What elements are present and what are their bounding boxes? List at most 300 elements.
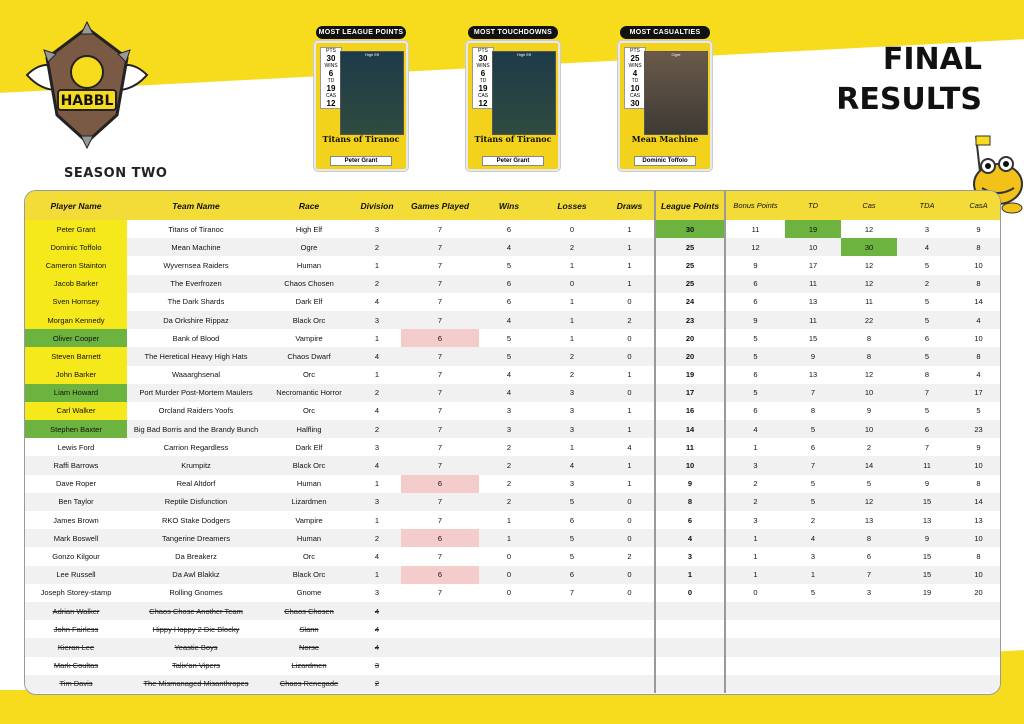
table-row xyxy=(25,456,1000,474)
cell-race: Gnome xyxy=(296,588,322,598)
cell-losses xyxy=(539,602,605,620)
stat-label: CAS xyxy=(325,93,337,99)
cell-casa: 23 xyxy=(957,420,1000,438)
cell-casa: 10 xyxy=(974,333,983,343)
cell-losses: 3 xyxy=(539,384,605,402)
cell-team-name: Big Bad Borris and the Brandy Bunch xyxy=(127,420,265,438)
cell-draws: 0 xyxy=(627,297,632,307)
cell-wins: 0 xyxy=(506,588,512,598)
cell-race: Human xyxy=(296,479,322,489)
final-results-heading xyxy=(836,40,982,120)
cell-games-played: 7 xyxy=(437,297,443,307)
cell-division: 1 xyxy=(374,479,380,489)
cell-wins: 6 xyxy=(506,224,512,234)
cell-player-name: John Barker xyxy=(25,366,127,384)
cell-bonus-points: 5 xyxy=(725,384,785,402)
cell-tda: 7 xyxy=(924,442,930,452)
table-header-row xyxy=(25,191,1000,220)
cell-wins: 2 xyxy=(506,479,512,489)
cell-tda: 5 xyxy=(924,260,930,270)
cell-wins: 2 xyxy=(479,493,539,511)
cell-games-played: 7 xyxy=(401,493,479,511)
cell-td: 13 xyxy=(808,370,818,380)
cell-tda: 19 xyxy=(922,588,932,598)
card-coach: Peter Grant xyxy=(330,156,392,166)
cell-casa: 9 xyxy=(976,224,981,234)
cell-bonus-points: 9 xyxy=(725,256,785,274)
cell-casa xyxy=(957,602,1000,620)
cell-wins: 1 xyxy=(506,515,512,525)
cell-draws: 0 xyxy=(627,588,632,598)
stat-label: PTS xyxy=(326,48,336,54)
cell-games-played xyxy=(401,620,479,638)
cell-td: 11 xyxy=(785,275,841,293)
cell-losses: 2 xyxy=(539,238,605,256)
cell-tda: 5 xyxy=(897,347,957,365)
cell-race: Black Orc xyxy=(265,566,353,584)
cell-team-name: Real Altdorf xyxy=(176,479,216,489)
cell-bonus-points xyxy=(725,638,785,656)
cell-casa: 20 xyxy=(974,588,983,598)
col-casa: CasA xyxy=(957,191,1000,220)
cell-losses: 6 xyxy=(569,515,575,525)
card-team: Titans of Tiranoc xyxy=(322,134,400,144)
cell-division: 3 xyxy=(374,588,380,598)
cell-cas: 6 xyxy=(866,551,872,561)
cell-games-played: 7 xyxy=(437,224,443,234)
cell-casa xyxy=(957,638,1000,656)
cell-league-points: 19 xyxy=(655,366,725,384)
table-row xyxy=(25,347,1000,365)
cell-division: 2 xyxy=(353,675,401,693)
cell-player-name: Stephen Baxter xyxy=(25,420,127,438)
cell-bonus-points: 2 xyxy=(725,475,785,493)
cell-team-name: Da Orkshire Rippaz xyxy=(127,311,265,329)
cell-draws: 1 xyxy=(605,238,655,256)
cell-games-played: 7 xyxy=(401,420,479,438)
cell-player-name: Carl Walker xyxy=(25,402,127,420)
cell-tda: 15 xyxy=(897,566,957,584)
cell-tda xyxy=(897,638,957,656)
cell-cas: 14 xyxy=(841,456,897,474)
cell-bonus-points: 12 xyxy=(725,238,785,256)
cell-tda: 11 xyxy=(897,456,957,474)
cell-cas: 8 xyxy=(841,529,897,547)
table-row xyxy=(25,238,1000,256)
cell-td: 4 xyxy=(785,529,841,547)
cell-player-name: Lewis Ford xyxy=(57,442,95,452)
stat-value: 30 xyxy=(478,54,488,63)
cell-games-played: 7 xyxy=(437,260,443,270)
cell-player-name: Steven Barnett xyxy=(25,347,127,365)
cell-team-name: Tangerine Dreamers xyxy=(127,529,265,547)
cell-division: 4 xyxy=(353,638,401,656)
cell-division: 4 xyxy=(374,551,380,561)
cell-league-points: 25 xyxy=(655,256,725,274)
cell-bonus-points xyxy=(725,675,785,693)
cell-casa: 9 xyxy=(976,442,981,452)
cell-bonus-points: 3 xyxy=(725,511,785,529)
cell-wins xyxy=(479,620,539,638)
cell-wins: 4 xyxy=(506,370,512,380)
cell-league-points: 14 xyxy=(655,420,725,438)
cell-cas: 3 xyxy=(866,588,872,598)
table-row xyxy=(25,438,1000,456)
cell-td: 1 xyxy=(785,566,841,584)
cell-team-name: The Heretical Heavy High Hats xyxy=(127,347,265,365)
cell-race: Dark Elf xyxy=(295,442,323,452)
stat-value: 30 xyxy=(630,99,640,108)
cell-team-name: Krumpitz xyxy=(127,456,265,474)
cell-race: Norse xyxy=(265,638,353,656)
cell-division: 4 xyxy=(374,406,380,416)
card-race: High Elf xyxy=(364,52,379,57)
cell-td xyxy=(785,638,841,656)
cell-draws xyxy=(605,657,655,675)
table-row xyxy=(25,493,1000,511)
cell-race: Ogre xyxy=(265,238,353,256)
cell-losses: 5 xyxy=(569,551,575,561)
table-row xyxy=(25,256,1000,274)
cell-tda: 7 xyxy=(897,384,957,402)
cell-wins: 5 xyxy=(506,260,512,270)
cell-race: Orc xyxy=(302,370,316,380)
col-division: Division xyxy=(353,191,401,220)
award-most-touchdowns xyxy=(466,26,560,171)
stat-value: 6 xyxy=(328,69,334,78)
player-card xyxy=(314,41,408,171)
cell-bonus-points: 1 xyxy=(725,438,785,456)
cell-bonus-points: 0 xyxy=(725,584,785,602)
cell-league-points xyxy=(655,657,725,675)
cell-td: 6 xyxy=(810,442,816,452)
table-row xyxy=(25,620,1000,638)
cell-games-played: 7 xyxy=(401,456,479,474)
cell-league-points: 25 xyxy=(655,238,725,256)
cell-td: 9 xyxy=(785,347,841,365)
cell-league-points: 16 xyxy=(655,402,725,420)
cell-tda: 13 xyxy=(922,515,932,525)
cell-wins: 3 xyxy=(506,406,512,416)
cell-tda xyxy=(897,657,957,675)
cell-player-name: Mark Coultas xyxy=(53,661,99,671)
cell-division: 1 xyxy=(353,566,401,584)
stat-label: WINS xyxy=(628,63,642,69)
cell-player-name: Joseph Storey-stamp xyxy=(40,588,112,598)
stat-value: 19 xyxy=(326,84,336,93)
cell-team-name: The Mismanaged Misanthropes xyxy=(127,675,265,693)
table-row xyxy=(25,220,1000,238)
cell-division: 3 xyxy=(353,493,401,511)
cell-bonus-points: 6 xyxy=(725,293,785,311)
table-row xyxy=(25,329,1000,347)
cell-cas: 10 xyxy=(841,420,897,438)
cell-league-points: 17 xyxy=(655,384,725,402)
cell-bonus-points: 2 xyxy=(725,493,785,511)
cell-tda: 9 xyxy=(897,529,957,547)
table-row xyxy=(25,584,1000,602)
cell-draws: 0 xyxy=(627,333,632,343)
card-artwork xyxy=(340,51,404,135)
cell-td: 2 xyxy=(810,515,816,525)
cell-race: Chaos Chosen xyxy=(265,275,353,293)
cell-cas xyxy=(841,620,897,638)
cell-bonus-points xyxy=(725,602,785,620)
cell-draws xyxy=(605,675,655,693)
table-row xyxy=(25,675,1000,693)
cell-draws xyxy=(605,638,655,656)
cell-games-played: 7 xyxy=(437,442,443,452)
cell-draws: 1 xyxy=(627,370,632,380)
cell-team-name: Chaos Chose Another Team xyxy=(127,602,265,620)
col-cas: Cas xyxy=(841,191,897,220)
col-losses: Losses xyxy=(539,191,605,220)
col-tda: TDA xyxy=(897,191,957,220)
cell-losses: 2 xyxy=(569,370,575,380)
cell-losses: 4 xyxy=(539,456,605,474)
card-stats xyxy=(472,47,494,109)
cell-games-played xyxy=(401,675,479,693)
stat-label: PTS xyxy=(478,48,488,54)
stat-label: TD xyxy=(327,78,335,84)
cell-race: Human xyxy=(265,529,353,547)
col-team-name: Team Name xyxy=(127,191,265,220)
card-artwork xyxy=(492,51,556,135)
player-card xyxy=(618,41,712,171)
cell-wins: 0 xyxy=(506,551,512,561)
cell-bonus-points: 1 xyxy=(725,529,785,547)
cell-player-name: James Brown xyxy=(53,515,99,525)
cell-division: 4 xyxy=(353,347,401,365)
cell-casa xyxy=(957,620,1000,638)
cell-league-points: 10 xyxy=(655,456,725,474)
col-league-points: League Points xyxy=(655,191,725,220)
cell-race: Halfling xyxy=(265,420,353,438)
cell-league-points xyxy=(655,638,725,656)
cell-tda: 15 xyxy=(922,551,932,561)
cell-player-name: Mark Boswell xyxy=(25,529,127,547)
col-race: Race xyxy=(265,191,353,220)
cell-team-name: Da Breakerz xyxy=(175,551,217,561)
cell-player-name: Cameron Stainton xyxy=(25,256,127,274)
cell-wins: 5 xyxy=(479,347,539,365)
cell-player-name: Sven Hornsey xyxy=(25,293,127,311)
cell-cas: 12 xyxy=(864,224,874,234)
cell-cas: 12 xyxy=(864,260,874,270)
cell-td xyxy=(785,675,841,693)
cell-player-name: Lee Russell xyxy=(25,566,127,584)
cell-tda: 5 xyxy=(897,311,957,329)
cell-race: Dark Elf xyxy=(295,297,323,307)
cell-td: 5 xyxy=(810,479,816,489)
cell-casa xyxy=(957,657,1000,675)
cell-team-name: Port Murder Post-Mortem Maulers xyxy=(127,384,265,402)
stat-label: PTS xyxy=(630,48,640,54)
table-row xyxy=(25,366,1000,384)
cell-losses: 0 xyxy=(569,224,575,234)
cell-td: 5 xyxy=(785,493,841,511)
table-row xyxy=(25,657,1000,675)
cell-draws: 0 xyxy=(627,515,632,525)
cell-team-name: Wyvernsea Raiders xyxy=(163,260,229,270)
cell-games-played: 7 xyxy=(401,275,479,293)
cell-tda: 5 xyxy=(924,406,930,416)
table-row xyxy=(25,529,1000,547)
cell-league-points: 3 xyxy=(655,547,725,565)
cell-tda: 5 xyxy=(924,297,930,307)
cell-team-name: Reptile Disfunction xyxy=(127,493,265,511)
table-row xyxy=(25,402,1000,420)
stat-label: TD xyxy=(631,78,639,84)
cell-casa: 4 xyxy=(976,370,981,380)
cell-player-name: Ben Taylor xyxy=(25,493,127,511)
cell-wins: 0 xyxy=(479,566,539,584)
cell-cas: 12 xyxy=(841,493,897,511)
cell-bonus-points xyxy=(725,657,785,675)
cell-race: Chaos Renegade xyxy=(265,675,353,693)
cell-league-points: 20 xyxy=(655,347,725,365)
card-artwork xyxy=(644,51,708,135)
cell-league-points: 24 xyxy=(655,293,725,311)
award-title: MOST TOUCHDOWNS xyxy=(468,26,558,39)
cell-wins: 1 xyxy=(479,529,539,547)
cell-casa: 14 xyxy=(974,297,983,307)
cell-td: 3 xyxy=(810,551,816,561)
stat-value: 30 xyxy=(326,54,336,63)
heading-line: FINAL xyxy=(882,42,982,77)
cell-td: 7 xyxy=(785,456,841,474)
cell-draws: 0 xyxy=(605,493,655,511)
cell-player-name: Morgan Kennedy xyxy=(25,311,127,329)
award-title: MOST LEAGUE POINTS xyxy=(316,26,406,39)
cell-team-name: The Dark Shards xyxy=(167,297,225,307)
cell-losses: 5 xyxy=(539,529,605,547)
col-wins: Wins xyxy=(479,191,539,220)
cell-draws: 0 xyxy=(605,384,655,402)
cell-league-points xyxy=(655,675,725,693)
cell-player-name: Raffi Barrows xyxy=(25,456,127,474)
cell-games-played: 7 xyxy=(437,370,443,380)
stat-value: 12 xyxy=(326,99,336,108)
table-row xyxy=(25,602,1000,620)
cell-team-name: Talix'an Vipers xyxy=(172,661,220,671)
cell-bonus-points xyxy=(725,620,785,638)
cell-team-name: Mean Machine xyxy=(127,238,265,256)
award-most-casualties xyxy=(618,26,712,171)
cell-games-played xyxy=(401,602,479,620)
cell-games-played: 6 xyxy=(401,529,479,547)
cell-cas: 11 xyxy=(865,297,873,307)
cell-draws: 1 xyxy=(605,456,655,474)
cell-bonus-points: 11 xyxy=(725,220,785,238)
cell-race: Black Orc xyxy=(265,311,353,329)
cell-losses xyxy=(539,620,605,638)
cell-team-name: Titans of Tiranoc xyxy=(168,224,224,234)
cell-cas: 7 xyxy=(841,566,897,584)
cell-td: 5 xyxy=(785,420,841,438)
cell-losses: 7 xyxy=(569,588,575,598)
cell-bonus-points: 5 xyxy=(725,329,785,347)
table-row xyxy=(25,475,1000,493)
card-coach: Peter Grant xyxy=(482,156,544,166)
cell-player-name: Gonzo Kilgour xyxy=(52,551,100,561)
cell-draws: 4 xyxy=(627,442,632,452)
cell-league-points: 11 xyxy=(655,438,725,456)
cell-division: 4 xyxy=(374,297,380,307)
card-race: High Elf xyxy=(516,52,531,57)
logo-text: HABBL xyxy=(60,93,114,109)
col-bonus-points: Bonus Points xyxy=(725,191,785,220)
cell-race: Lizardmen xyxy=(265,493,353,511)
stat-value: 25 xyxy=(630,54,640,63)
cell-wins xyxy=(479,602,539,620)
cell-division: 3 xyxy=(374,442,380,452)
card-coach: Dominic Toffolo xyxy=(634,156,696,166)
cell-draws: 1 xyxy=(627,479,632,489)
heading-line: RESULTS xyxy=(836,82,982,117)
cell-bonus-points: 5 xyxy=(725,347,785,365)
cell-losses: 1 xyxy=(569,442,575,452)
cell-wins: 6 xyxy=(479,275,539,293)
cell-games-played: 7 xyxy=(401,384,479,402)
cell-player-name: Adrian Walker xyxy=(25,602,127,620)
cell-team-name: Rolling Gnomes xyxy=(169,588,223,598)
cell-division: 2 xyxy=(353,238,401,256)
cell-cas: 8 xyxy=(841,347,897,365)
cell-team-name: Orcland Raiders Yoofs xyxy=(158,406,234,416)
cell-race: Black Orc xyxy=(265,456,353,474)
stat-label: WINS xyxy=(476,63,490,69)
cell-td: 13 xyxy=(808,297,818,307)
cell-division: 4 xyxy=(353,456,401,474)
results-table xyxy=(24,190,1001,695)
cell-draws: 1 xyxy=(627,406,632,416)
cell-tda: 2 xyxy=(897,275,957,293)
cell-team-name: Waaarghsenal xyxy=(171,370,221,380)
cell-cas: 22 xyxy=(841,311,897,329)
cell-casa: 10 xyxy=(957,456,1000,474)
stat-value: 10 xyxy=(630,84,640,93)
card-stats xyxy=(624,47,646,109)
cell-td: 19 xyxy=(785,220,841,238)
cell-draws: 0 xyxy=(605,566,655,584)
cell-division: 2 xyxy=(353,529,401,547)
stat-label: TD xyxy=(479,78,487,84)
cell-wins: 2 xyxy=(506,442,512,452)
cell-bonus-points: 1 xyxy=(725,566,785,584)
cell-games-played: 7 xyxy=(437,588,443,598)
cell-casa: 14 xyxy=(957,493,1000,511)
cell-losses: 0 xyxy=(539,275,605,293)
cell-player-name: Oliver Cooper xyxy=(25,329,127,347)
cell-bonus-points: 6 xyxy=(725,366,785,384)
cell-race: Human xyxy=(296,260,322,270)
cell-team-name: Yeastie Boys xyxy=(127,638,265,656)
cell-casa: 8 xyxy=(957,275,1000,293)
cell-tda xyxy=(897,602,957,620)
cell-league-points: 25 xyxy=(655,275,725,293)
cell-team-name: Bank of Blood xyxy=(172,333,220,343)
cell-cas: 30 xyxy=(841,238,897,256)
cell-wins xyxy=(479,675,539,693)
cell-tda: 3 xyxy=(924,224,930,234)
cell-race: Chaos Chosen xyxy=(265,602,353,620)
cell-games-played: 7 xyxy=(437,551,443,561)
cell-casa: 8 xyxy=(957,347,1000,365)
cell-team-name: Hippy Hoppy 2 Die Blocky xyxy=(152,624,240,634)
cell-race: Vampire xyxy=(295,333,323,343)
cell-player-name: Tim Davis xyxy=(25,675,127,693)
